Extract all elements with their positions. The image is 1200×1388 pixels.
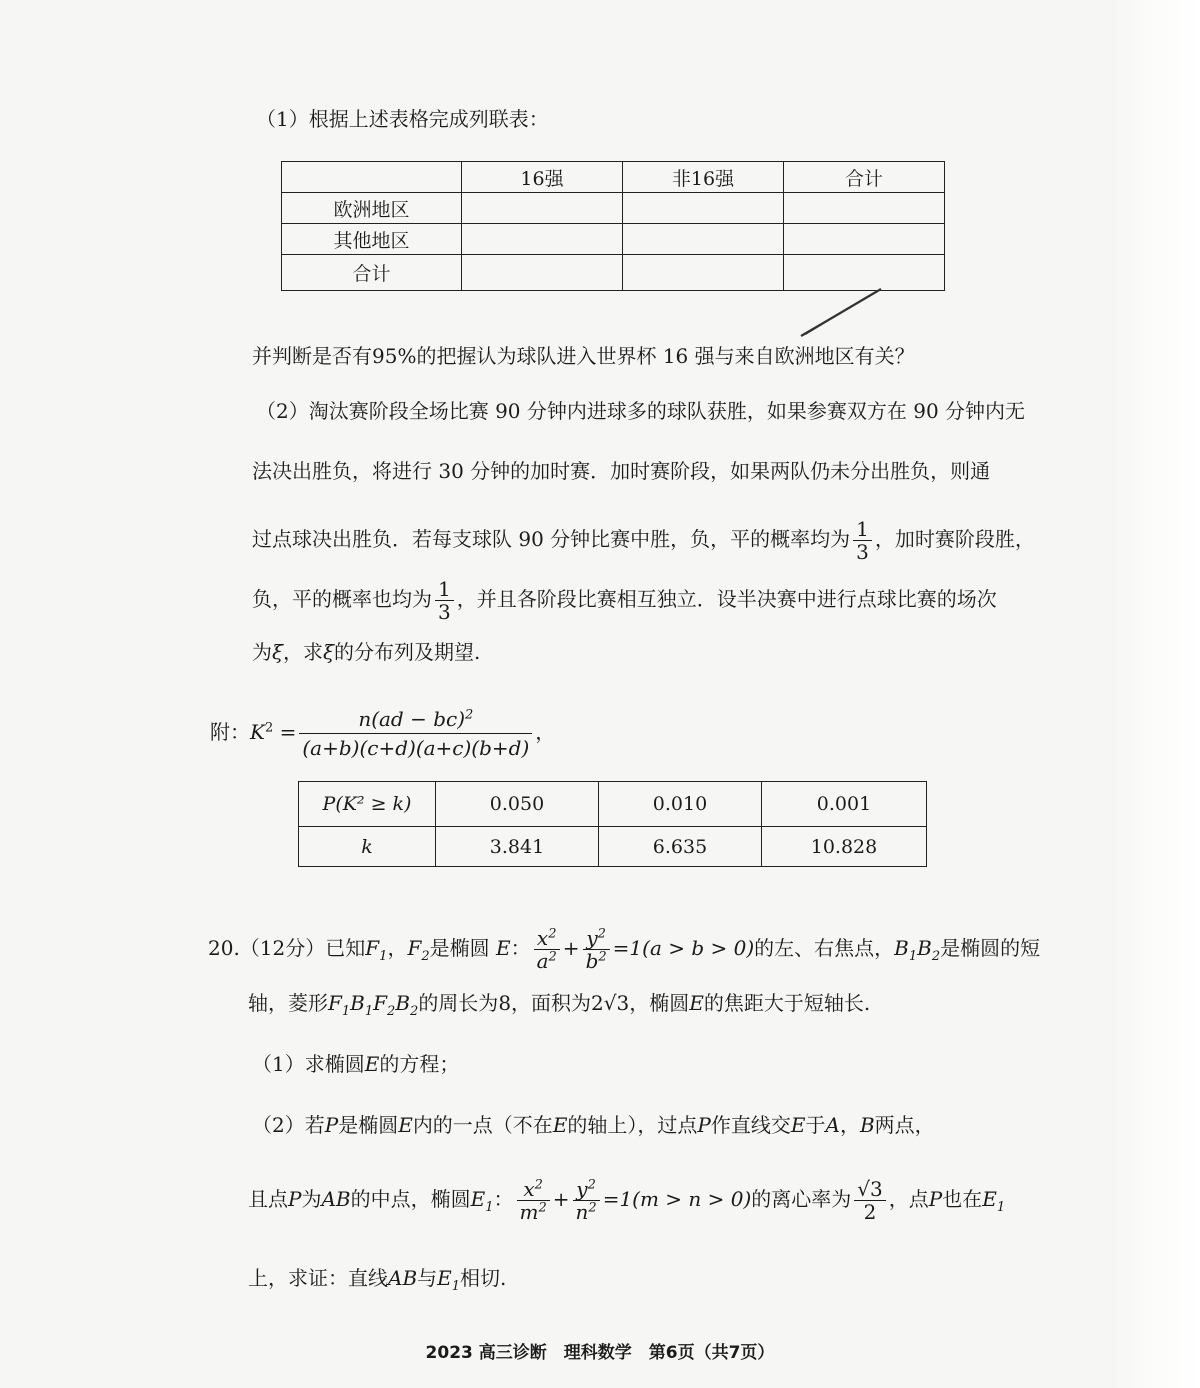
part2-line3	[252, 518, 1035, 563]
text: 且点	[248, 1187, 288, 1211]
fraction-denominator: 2	[863, 1200, 877, 1224]
fraction-one-third	[853, 518, 872, 563]
e1-symbol: $E_1$	[982, 1187, 1006, 1215]
k-symbol: K	[250, 720, 265, 744]
t1-row-europe: 欧洲地区	[282, 193, 462, 224]
t1-cell	[784, 193, 945, 224]
text: 为	[252, 640, 272, 664]
fraction-denominator: $n^2$	[575, 1200, 597, 1224]
fraction-denominator: $a^2$	[536, 949, 557, 973]
text: 两点，	[874, 1113, 935, 1137]
t1-cell	[784, 224, 945, 255]
text: 作直线交	[710, 1113, 791, 1137]
text: 轴，菱形	[248, 991, 328, 1015]
f1-symbol: $F_1$	[365, 936, 388, 964]
t1-cell	[462, 224, 623, 255]
e-symbol: E	[689, 991, 704, 1015]
text: 上，求证：直线	[248, 1266, 388, 1290]
q20-part2-line2: 且点P为AB的中点，椭圆$E_1$： $\frac{x^2}{m^2}$ + $\frac{y^2}{n^2}$ =1(m > n > 0)的离心率为 $\frac{√3}{2}$ ，点P也在$E_1$	[248, 1177, 1006, 1224]
e-symbol: E	[552, 1113, 568, 1137]
b-symbol: B	[859, 1113, 875, 1137]
text: 的焦距大于短轴长.	[703, 991, 871, 1015]
fraction-numerator: $x^2$	[534, 927, 560, 950]
xi-symbol: ξ	[272, 640, 284, 664]
f2-symbol: $F_2$	[407, 936, 430, 964]
t1-header-blank	[282, 162, 462, 193]
b1b2-symbol: $B_1B_2$	[894, 936, 941, 964]
appendix-formula: 附：$K^2$ = $\frac{n(ad - bc)^2}{(a+b)(c+d)(a+c)(b+d)}$ ，	[210, 707, 556, 760]
text: ，椭圆	[629, 991, 690, 1015]
fraction-denominator: $b^2$	[585, 949, 607, 973]
text: 于	[805, 1113, 826, 1137]
text: ，	[387, 936, 408, 960]
t1-cell	[623, 224, 784, 255]
formula-numerator: n(ad − bc)$^2$	[299, 705, 532, 734]
text: 是椭圆的短	[940, 936, 1041, 960]
text: 的方程；	[379, 1052, 460, 1076]
e1-symbol: $E_1$	[470, 1187, 494, 1215]
q20-part2-line3	[248, 1263, 506, 1293]
ab-symbol: AB	[388, 1266, 418, 1290]
numerator-text: n(ad − bc)	[358, 707, 466, 731]
text: 的左、右焦点，	[754, 936, 895, 960]
q20-part2-line1	[252, 1110, 935, 1140]
q20-part1	[252, 1049, 459, 1079]
text: ：	[510, 936, 531, 960]
condition-text: =1(a > b > 0)	[612, 936, 755, 960]
text: 相切.	[460, 1266, 507, 1290]
fraction-denominator: 3	[856, 540, 869, 564]
part1-question: 并判断是否有95%的把握认为球队进入世界杯 16 强与来自欧洲地区有关？	[252, 344, 915, 368]
appendix-label: 附：	[210, 720, 250, 744]
e-symbol: E	[398, 1113, 413, 1137]
text: 是椭圆	[338, 1113, 399, 1137]
text: 的中点，椭圆	[350, 1187, 471, 1211]
text: ，点	[888, 1187, 929, 1211]
fraction-numerator: $y^2$	[583, 927, 610, 950]
part2-line2: 法决出胜负，将进行 30 分钟的加时赛．加时赛阶段，如果两队仍未分出胜负，则通	[252, 459, 991, 483]
condition-text: =1(m > n > 0)	[602, 1187, 752, 1211]
eccentricity-fraction	[854, 1178, 885, 1223]
area-value: 2√3	[591, 991, 630, 1015]
fraction-numerator: 1	[435, 578, 454, 601]
text: ，	[839, 1113, 860, 1137]
part2-line5	[252, 637, 480, 667]
text: 的离心率为	[751, 1187, 852, 1211]
t1-header-non-top16: 非16强	[623, 162, 784, 193]
contingency-table	[281, 161, 945, 291]
fraction-numerator: 1	[853, 518, 872, 541]
text: 过点球决出胜负．若每支球队 90 分钟比赛中胜，负，平的概率均为	[252, 527, 851, 551]
text: ，求	[283, 640, 324, 664]
text: ，并且各阶段比赛相互独立．设半决赛中进行点球比赛的场次	[456, 587, 997, 611]
t1-cell	[462, 193, 623, 224]
t1-row-total: 合计	[282, 255, 462, 291]
text: 20.（12分）已知	[208, 936, 366, 960]
t2-row1-label: P(K² ≥ k)	[299, 782, 436, 827]
e-symbol: E	[790, 1113, 806, 1137]
text: ：	[493, 1187, 514, 1211]
k-squared-fraction	[299, 705, 532, 762]
a-symbol: A	[825, 1113, 840, 1137]
fraction-numerator: $y^2$	[573, 1178, 600, 1201]
text: 负，平的概率也均为	[252, 587, 432, 611]
t1-cell	[623, 255, 784, 291]
formula-denominator: (a+b)(c+d)(a+c)(b+d)	[302, 736, 530, 760]
x2-over-m2	[517, 1178, 550, 1223]
text: 为	[301, 1187, 322, 1211]
p-symbol: P	[324, 1113, 339, 1137]
pen-stroke-mark	[795, 286, 887, 342]
t2-cell: 6.635	[599, 827, 762, 867]
ab-symbol: AB	[321, 1187, 351, 1211]
text: 与	[417, 1266, 438, 1290]
text: 是椭圆	[429, 936, 490, 960]
t1-row-other: 其他地区	[282, 224, 462, 255]
text: 内的一点（不在	[412, 1113, 553, 1137]
text: 的分布列及期望.	[334, 640, 481, 664]
fraction-one-third	[435, 578, 454, 623]
t2-cell: 0.001	[762, 782, 927, 827]
e-symbol: E	[364, 1052, 380, 1076]
t1-cell	[462, 255, 623, 291]
part1-intro: （1）根据上述表格完成列联表：	[256, 107, 549, 131]
part2-line4	[252, 578, 997, 623]
y2-over-n2	[573, 1178, 600, 1223]
part2-line1: （2）淘汰赛阶段全场比赛 90 分钟内进球多的球队获胜，如果参赛双方在 90 分钟内无	[256, 399, 1026, 423]
e-symbol: E	[495, 936, 511, 960]
p-symbol: P	[288, 1187, 302, 1211]
text: （1）求椭圆	[252, 1052, 365, 1076]
text: ，	[535, 720, 556, 744]
p-symbol: P	[697, 1113, 711, 1137]
t2-cell: 0.010	[599, 782, 762, 827]
critical-value-table	[298, 781, 927, 867]
text: 的轴上），过点	[567, 1113, 698, 1137]
page-footer: 2023 高三诊断 理科数学 第6页（共7页）	[425, 1343, 775, 1363]
text: 也在	[942, 1187, 983, 1211]
y2-over-b2	[583, 927, 610, 972]
x2-over-a2	[534, 927, 560, 972]
e1-symbol: $E_1$	[437, 1266, 461, 1294]
text: ，面积为	[511, 991, 592, 1015]
fraction-denominator: $m^2$	[519, 1200, 547, 1224]
p-symbol: P	[928, 1187, 943, 1211]
t2-cell: 10.828	[762, 827, 927, 867]
t1-header-total: 合计	[784, 162, 945, 193]
q20-line2	[248, 988, 870, 1018]
t2-cell: 3.841	[436, 827, 599, 867]
q20-line1: 20.（12分）已知$F_1$，$F_2$是椭圆 E： $\frac{x^2}{a^2}$ + $\frac{y^2}{b^2}$ =1(a > b > 0)的左、右焦点，$B_1B_2$是椭圆的短	[208, 926, 1041, 973]
text: （2）若	[252, 1113, 325, 1137]
t1-cell	[623, 193, 784, 224]
text: 的周长为	[418, 991, 499, 1015]
fraction-numerator: $x^2$	[517, 1178, 550, 1201]
t1-header-top16: 16强	[462, 162, 623, 193]
rhombus-symbol: $F_1B_1F_2B_2$	[328, 991, 419, 1019]
t2-row2-label: k	[299, 827, 436, 867]
fraction-denominator: 3	[438, 600, 451, 624]
xi-symbol: ξ	[323, 640, 335, 664]
t2-cell: 0.050	[436, 782, 599, 827]
scan-edge	[1112, 0, 1200, 1388]
perimeter-value: 8	[498, 991, 512, 1015]
text: ，加时赛阶段胜，	[874, 527, 1035, 551]
fraction-numerator: √3	[854, 1178, 885, 1201]
